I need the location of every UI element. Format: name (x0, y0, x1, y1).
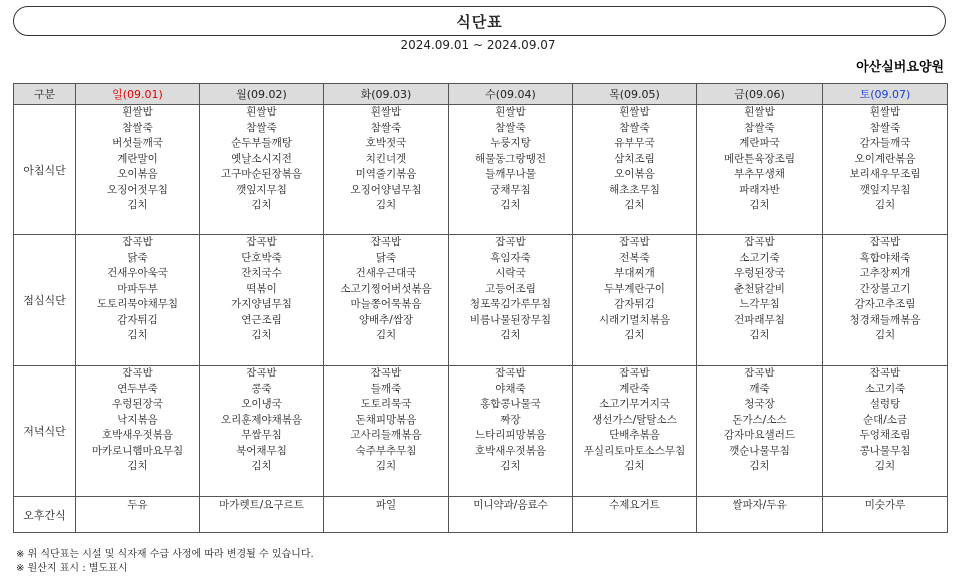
menu-item: 북어채무침 (236, 444, 287, 457)
menu-item: 파래자반 (739, 183, 780, 196)
menu-item: 도토리묵국 (360, 398, 412, 410)
menu-item: 순대/소금 (862, 413, 908, 426)
menu-item: 오징어젓무침 (107, 183, 168, 196)
menu-item: 푸실리토마토소스무침 (583, 444, 686, 457)
menu-item: 청경채들깨볶음 (849, 313, 921, 326)
day-header-fri: 금(09.06) (697, 84, 823, 105)
menu-item: 흰쌀밥 (869, 106, 901, 118)
menu-item: 잡곡밥 (869, 367, 901, 379)
menu-item: 오이볶음 (117, 168, 158, 180)
menu-item: 숙주부추무침 (355, 444, 417, 457)
menu-item: 김치 (624, 199, 645, 211)
menu-item: 건새우아욱국 (107, 267, 168, 279)
menu-item: 낙지볶음 (117, 413, 158, 426)
menu-item: 잡곡밥 (370, 367, 402, 379)
menu-item: 설렁탕 (869, 398, 901, 410)
menu-cell (697, 235, 823, 366)
menu-item: 잡곡밥 (122, 367, 153, 379)
menu-table (13, 83, 948, 533)
menu-item: 계란파국 (739, 137, 780, 149)
menu-item: 고구마순된장볶음 (220, 168, 303, 180)
menu-item: 김치 (874, 329, 896, 341)
menu-item: 참쌀죽 (122, 121, 153, 134)
menu-item: 메란튼육장조림 (723, 152, 795, 165)
snack-cell: 수제요거트 (573, 497, 697, 533)
menu-item: 잡곡밥 (619, 236, 650, 248)
menu-item: 해물동그랑땡전 (474, 152, 546, 165)
title-box (13, 6, 946, 36)
facility-name: 아산실버요양원 (856, 60, 944, 75)
menu-item: 무쌈무침 (241, 429, 282, 441)
menu-item: 흰쌀밥 (495, 106, 526, 118)
menu-item: 우렁된장국 (734, 267, 785, 279)
menu-item: 잡곡밥 (619, 367, 650, 379)
menu-item: 참쌀죽 (744, 121, 775, 134)
menu-item: 삼치조림 (614, 152, 655, 165)
menu-item: 우렁된장국 (112, 398, 163, 410)
menu-item: 잔치국수 (241, 267, 282, 279)
menu-item: 김치 (749, 199, 770, 211)
menu-item: 흰쌀밥 (246, 106, 277, 118)
menu-item: 김치 (127, 199, 148, 211)
menu-cell (76, 105, 200, 235)
menu-item: 김치 (251, 199, 272, 211)
menu-item: 호박새우젓볶음 (474, 444, 546, 457)
menu-item: 호박새우젓볶음 (101, 429, 173, 441)
menu-item: 참쌀죽 (370, 121, 402, 134)
menu-item: 감자튀김 (614, 298, 655, 310)
meal-row-breakfast (14, 105, 948, 235)
menu-item: 김치 (624, 329, 645, 341)
menu-item: 콩나물무침 (859, 444, 911, 457)
menu-item: 잡곡밥 (495, 367, 526, 379)
menu-item: 단호박죽 (241, 251, 282, 264)
menu-cell (200, 105, 324, 235)
menu-item: 소고기죽 (864, 382, 906, 395)
menu-cell (697, 366, 823, 497)
menu-item: 가지양념무침 (231, 298, 292, 310)
day-header-sun: 일(09.01) (76, 84, 200, 105)
menu-item: 흰쌀밥 (370, 106, 402, 118)
menu-item: 도토리묵야채무침 (96, 298, 179, 310)
menu-item: 소고기죽 (739, 251, 780, 264)
menu-item: 닭죽 (127, 251, 148, 264)
menu-cell (449, 105, 573, 235)
menu-item: 감자튀김 (117, 313, 158, 326)
day-header-sat: 토(09.07) (823, 84, 948, 105)
menu-cell (573, 366, 697, 497)
menu-item: 김치 (375, 329, 397, 341)
menu-item: 들깨무나물 (485, 168, 536, 180)
menu-item: 야채죽 (495, 382, 526, 395)
meal-row-snack (14, 497, 948, 533)
menu-item: 건새우근대국 (355, 267, 417, 279)
menu-item: 흑합야채죽 (859, 251, 911, 264)
note-origin: ※ 원산지 표시 : 별도표시 (16, 563, 128, 574)
menu-item: 보리새우무조림 (849, 168, 921, 180)
menu-item: 간장불고기 (859, 282, 911, 295)
meal-row-lunch (14, 235, 948, 366)
menu-cell (76, 235, 200, 366)
menu-item: 양배추/쌈장 (358, 313, 414, 326)
day-header-mon: 월(09.02) (200, 84, 324, 105)
menu-item: 청국장 (744, 398, 775, 410)
menu-item: 비름나물된장무침 (469, 313, 552, 326)
snack-cell: 파일 (324, 497, 449, 533)
menu-item: 김치 (127, 329, 148, 341)
menu-item: 참쌀죽 (495, 121, 526, 134)
menu-cell (823, 235, 948, 366)
menu-item: 느타리피망볶음 (474, 429, 546, 441)
menu-item: 참쌀죽 (619, 121, 650, 134)
menu-item: 호박젓국 (365, 137, 407, 149)
menu-item: 춘천닭갈비 (734, 282, 785, 295)
day-header-thu: 목(09.05) (573, 84, 697, 105)
menu-item: 두부계란구이 (604, 282, 665, 295)
menu-item: 전복죽 (619, 251, 650, 264)
menu-item: 부대찌개 (614, 267, 655, 279)
notes (16, 548, 314, 576)
menu-item: 깻순나물무침 (729, 444, 790, 457)
menu-item: 유부무국 (614, 137, 655, 149)
menu-cell (573, 235, 697, 366)
menu-item: 감자들깨국 (859, 137, 911, 149)
menu-cell (449, 235, 573, 366)
page-title: 식단표 (456, 12, 503, 31)
menu-item: 오이볶음 (614, 168, 655, 180)
menu-item: 떡볶이 (246, 282, 277, 295)
menu-cell (449, 366, 573, 497)
menu-cell (200, 235, 324, 366)
menu-item: 옛날소시지전 (231, 152, 292, 165)
menu-cell (324, 235, 449, 366)
menu-item: 김치 (749, 329, 770, 341)
menu-item: 누룽지탕 (490, 137, 531, 149)
menu-item: 오리훈제야채볶음 (220, 413, 303, 426)
menu-item: 연근조림 (241, 313, 282, 326)
menu-item: 김치 (874, 199, 896, 211)
menu-item: 잡곡밥 (744, 367, 775, 379)
menu-item: 잡곡밥 (744, 236, 775, 248)
menu-item: 시래기멸치볶음 (598, 313, 670, 326)
menu-item: 깨죽 (749, 382, 770, 395)
menu-item: 닭죽 (375, 251, 397, 264)
menu-item: 마카로니햄마요무침 (91, 444, 184, 457)
menu-item: 김치 (500, 199, 521, 211)
meal-label: 저녁식단 (14, 366, 76, 497)
menu-item: 소고기찡어버섯볶음 (340, 282, 432, 295)
menu-item: 홍합콩나물국 (480, 398, 541, 410)
meal-label: 점심식단 (14, 235, 76, 366)
menu-item: 치킨너겟 (365, 152, 407, 165)
menu-cell (76, 366, 200, 497)
menu-item: 연두부죽 (117, 382, 158, 395)
menu-item: 해초초무침 (609, 183, 660, 196)
menu-item: 깻잎지무침 (236, 183, 287, 196)
meal-row-dinner (14, 366, 948, 497)
menu-item: 순두부들깨탕 (231, 137, 292, 149)
menu-item: 잡곡밥 (869, 236, 901, 248)
menu-item: 김치 (500, 460, 521, 472)
menu-item: 고추장찌개 (859, 267, 911, 279)
menu-item: 김치 (127, 460, 148, 472)
menu-item: 마파두부 (117, 282, 158, 295)
menu-item: 부추무생채 (734, 168, 785, 180)
note-change: ※ 위 식단표는 시설 및 식자재 수급 사정에 따라 변경될 수 있습니다. (16, 549, 314, 560)
menu-item: 생선가스/탈탈소스 (592, 413, 677, 426)
meal-label: 오후간식 (14, 497, 76, 533)
meal-label: 아침식단 (14, 105, 76, 235)
menu-item: 고등어조림 (485, 282, 536, 295)
menu-item: 계란말이 (117, 152, 158, 165)
menu-item: 돈채피망볶음 (355, 413, 417, 426)
menu-item: 짜장 (500, 413, 521, 426)
menu-item: 잡곡밥 (246, 367, 277, 379)
menu-item: 감자고추조림 (854, 298, 916, 310)
corner-header: 구분 (14, 84, 76, 105)
period-text: 2024.09.01 ~ 2024.09.07 (400, 38, 556, 52)
menu-item: 단배추볶음 (609, 429, 660, 441)
menu-item: 김치 (251, 329, 272, 341)
menu-item: 시락국 (495, 267, 526, 279)
menu-item: 건파래무침 (734, 313, 785, 326)
menu-cell (200, 366, 324, 497)
menu-item: 김치 (375, 460, 397, 472)
menu-item: 김치 (749, 460, 770, 472)
menu-cell (324, 366, 449, 497)
menu-item: 흑임자죽 (490, 251, 531, 264)
menu-item: 청포묵김가루무침 (469, 298, 552, 310)
menu-item: 오징어양념무침 (350, 183, 422, 196)
menu-item: 김치 (624, 460, 645, 472)
menu-item: 소고기무거지국 (598, 398, 670, 410)
day-header-wed: 수(09.04) (449, 84, 573, 105)
menu-item: 두엉채조림 (859, 429, 911, 441)
menu-cell (324, 105, 449, 235)
menu-item: 마늘쫑어묵볶음 (350, 298, 422, 310)
snack-cell: 미숫가루 (823, 497, 948, 533)
menu-item: 느각무침 (739, 298, 780, 310)
snack-cell: 두유 (76, 497, 200, 533)
menu-item: 잡곡밥 (246, 236, 277, 248)
menu-item: 참쌀죽 (246, 121, 277, 134)
menu-item: 흰쌀밥 (122, 106, 153, 118)
menu-item: 김치 (251, 460, 272, 472)
menu-item: 김치 (874, 460, 896, 472)
menu-cell (823, 366, 948, 497)
menu-item: 잡곡밥 (495, 236, 526, 248)
menu-cell (697, 105, 823, 235)
menu-item: 흰쌀밥 (619, 106, 650, 118)
snack-cell: 미니약과/음료수 (449, 497, 573, 533)
menu-item: 버섯들깨국 (112, 137, 163, 149)
menu-item: 미역줄기볶음 (355, 168, 417, 180)
menu-item: 잡곡밥 (122, 236, 153, 248)
day-header-tue: 화(09.03) (324, 84, 449, 105)
menu-cell (823, 105, 948, 235)
menu-item: 궁채무침 (490, 183, 531, 196)
menu-item: 흰쌀밥 (744, 106, 775, 118)
menu-item: 콩죽 (251, 382, 272, 395)
menu-item: 돈가스/소스 (732, 413, 787, 426)
menu-item: 깻잎지무침 (859, 183, 911, 196)
menu-item: 잡곡밥 (370, 236, 402, 248)
menu-item: 감자마요샐러드 (723, 429, 795, 441)
menu-item: 계란죽 (619, 382, 650, 395)
snack-cell: 쌀파자/두유 (697, 497, 823, 533)
menu-item: 들깨죽 (370, 382, 402, 395)
menu-item: 오이냉국 (241, 398, 282, 410)
menu-item: 오이계란볶음 (854, 152, 916, 165)
menu-item: 고사리들깨볶음 (350, 429, 422, 441)
snack-cell: 마가렛트/요구르트 (200, 497, 324, 533)
header-row (14, 84, 948, 105)
menu-item: 참쌀죽 (869, 121, 901, 134)
menu-item: 김치 (500, 329, 521, 341)
menu-cell (573, 105, 697, 235)
menu-item: 김치 (375, 199, 397, 211)
